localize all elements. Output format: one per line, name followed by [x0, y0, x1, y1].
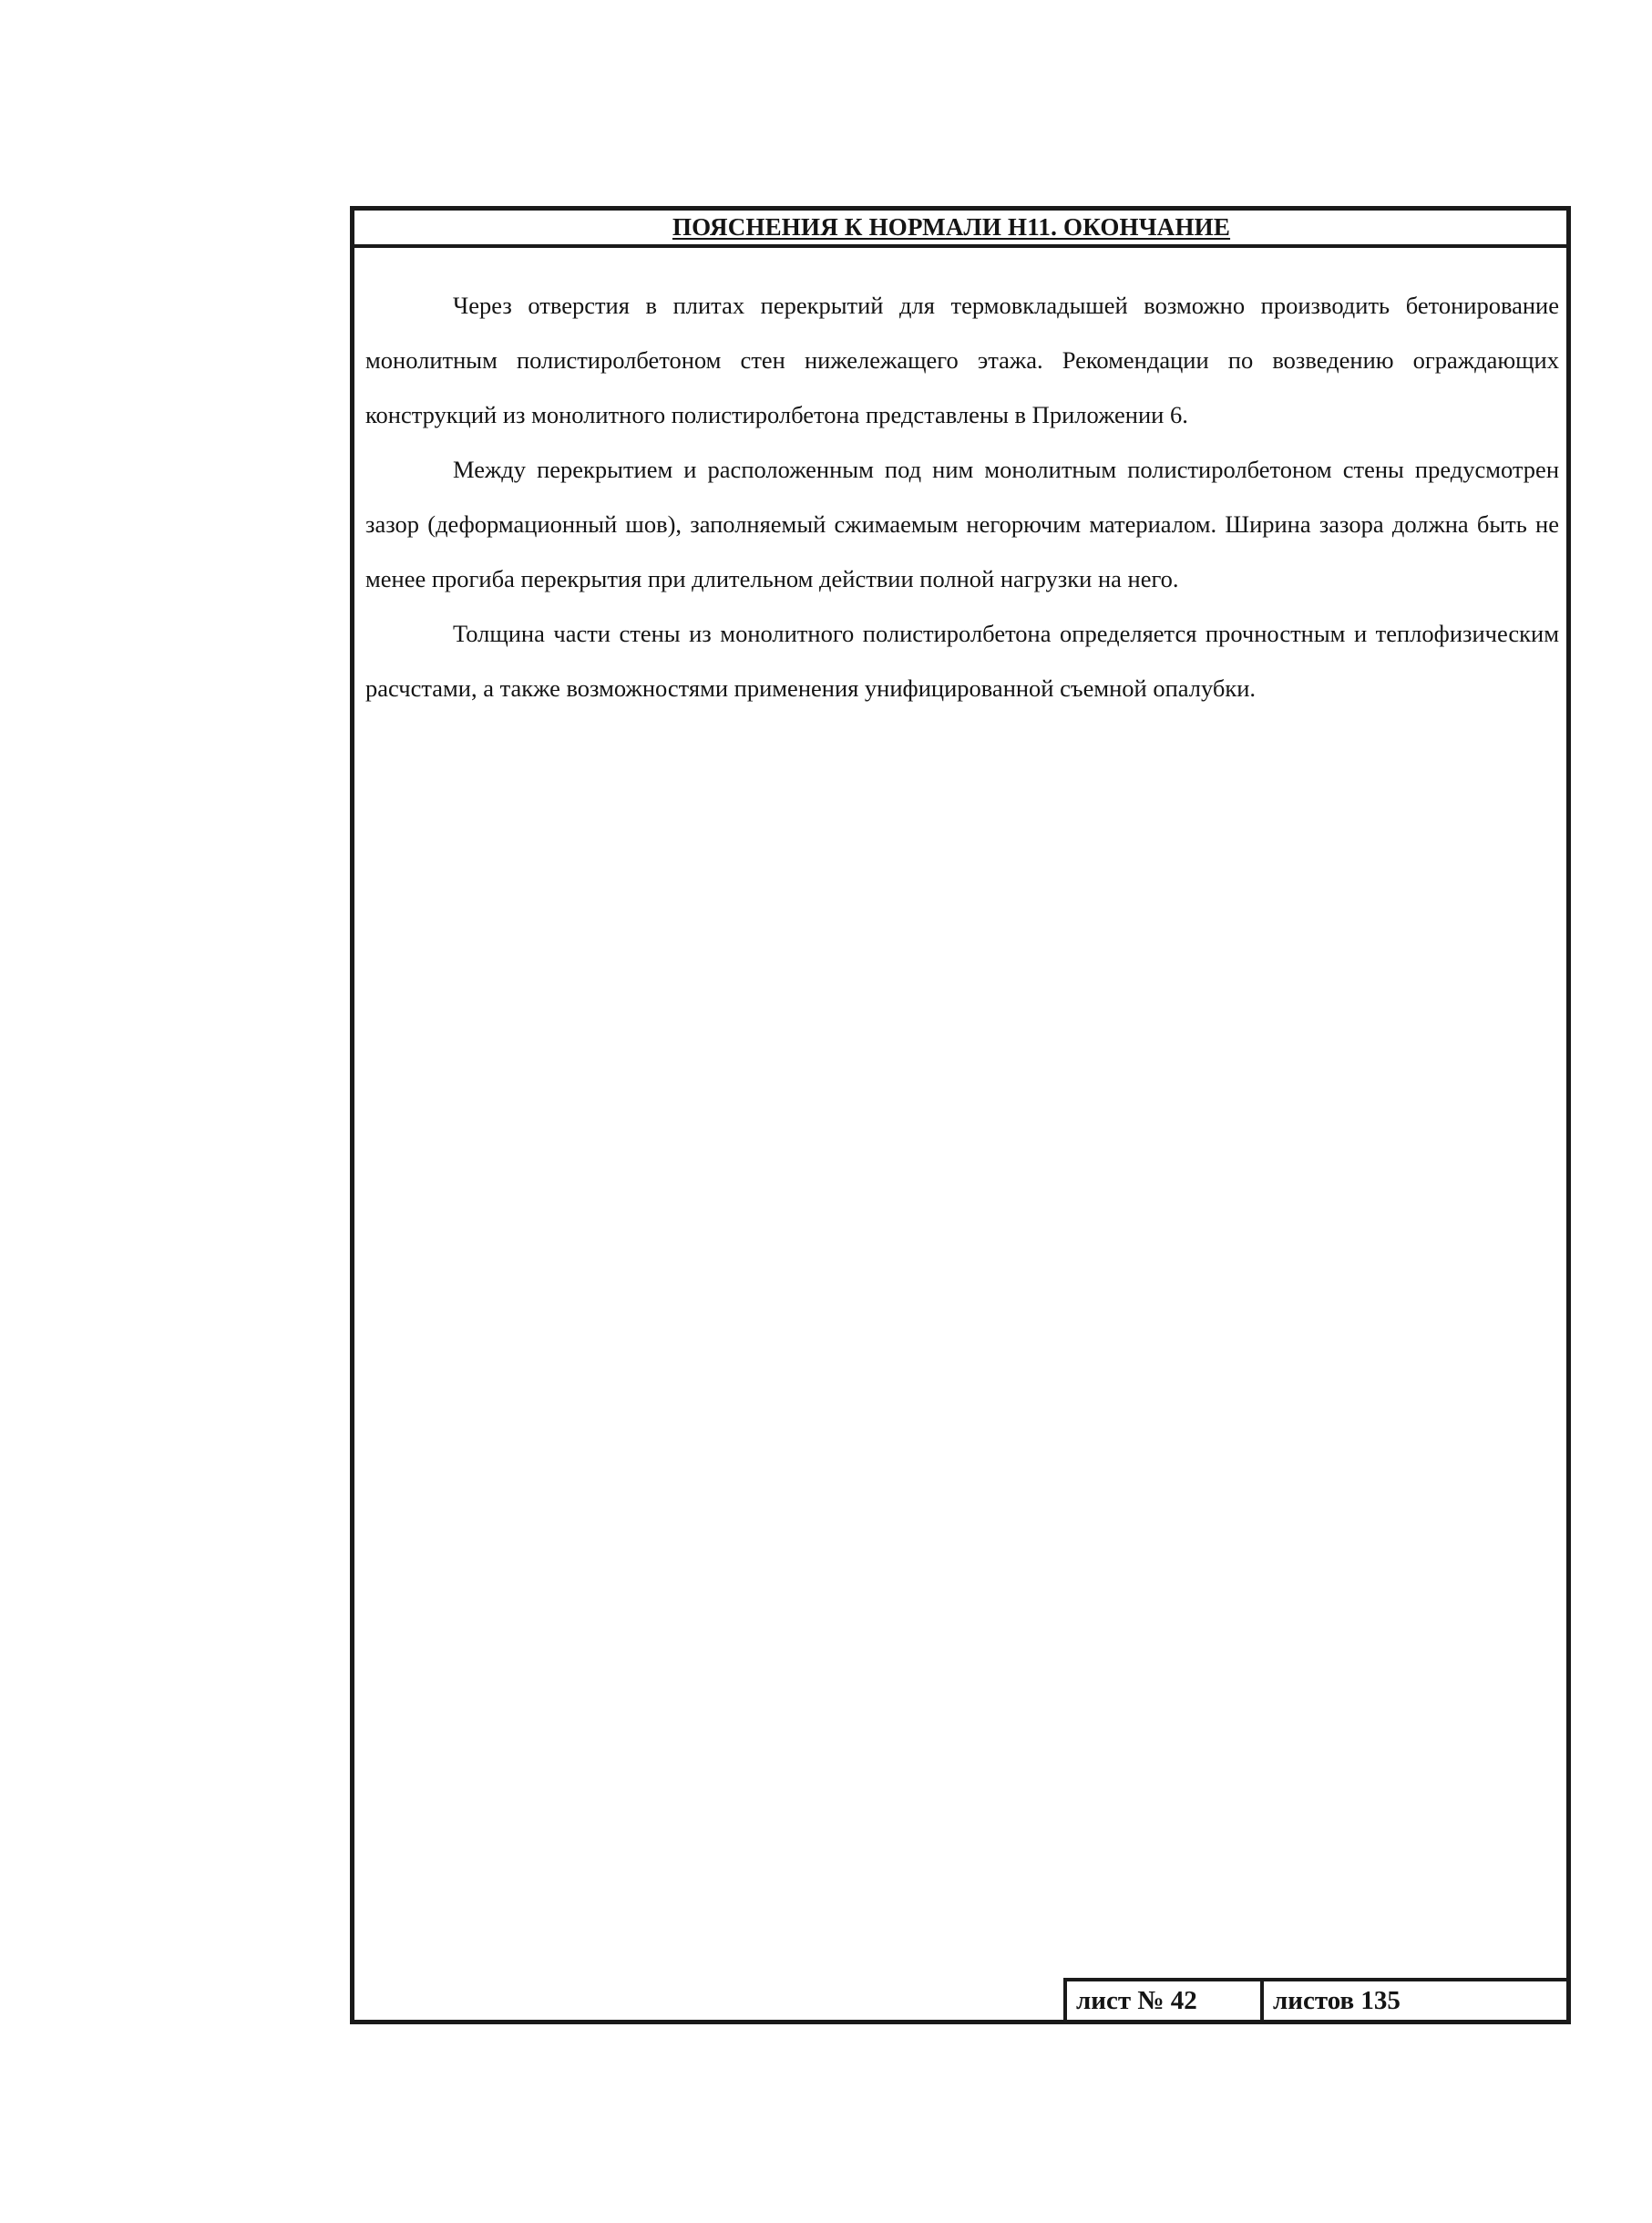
header-bar	[354, 211, 1566, 248]
paragraph-1: Через отверстия в плитах перекрытий для термовкладышей возможно производить бетонирование монолитным полистиролбетоном стен нижележащего этажа. Рекомендации по возведению ограждающих конструкций из монолитного полистиролбетона представлены в Приложении 6.	[365, 292, 1559, 428]
sheet-number: лист № 42	[1067, 1981, 1264, 2020]
sheets-total: листов 135	[1273, 1985, 1401, 2015]
document-frame	[350, 206, 1571, 2024]
paragraph-2: Между перекрытием и расположенным под ним монолитным полистиролбетоном стены предусмотрен зазор (деформационный шов), заполняемый сжимаемым негорючим материалом. Ширина зазора должна быть не менее прогиба перекрытия при длительном действии полной нагрузки на него.	[365, 456, 1559, 592]
sheet-info-box	[1063, 1978, 1566, 2020]
paragraph-3: Толщина части стены из монолитного полистиролбетона определяется прочностным и теплофизическим расчстами, а также возможностями применения унифицированной съемной опалубки.	[365, 620, 1559, 702]
body-text	[365, 278, 1559, 715]
page-title: ПОЯСНЕНИЯ К НОРМАЛИ Н11. ОКОНЧАНИЕ	[672, 213, 1231, 241]
